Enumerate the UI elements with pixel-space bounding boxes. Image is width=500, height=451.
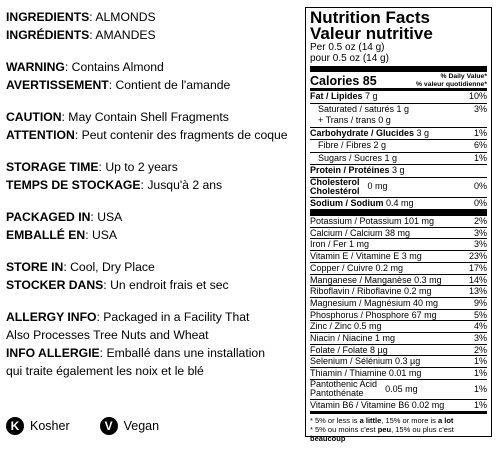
warning-fr-label: AVERTISSEMENT xyxy=(6,78,109,92)
carb-label: Carbohydrate / Glucides xyxy=(310,127,415,138)
b6-label: Vitamin B6 / Vitamine B6 0.02 mg xyxy=(310,399,445,410)
micronutrient-dv: 1% xyxy=(473,368,487,379)
micronutrient-label: Iron / Fer 1 mg xyxy=(310,239,370,250)
micronutrient-row xyxy=(310,356,487,368)
pantothenic-row xyxy=(310,380,487,400)
micronutrient-dv: 23% xyxy=(468,251,487,262)
fibre-dv: 6% xyxy=(473,140,487,150)
micronutrient-dv: 3% xyxy=(473,333,487,344)
storage-en xyxy=(6,158,296,176)
fat-dv: 10% xyxy=(468,91,487,101)
sugars-dv: 1% xyxy=(473,152,487,163)
pantothenic-label-en: Pantothenic Acid xyxy=(310,378,378,389)
micronutrient-dv: 3% xyxy=(473,227,487,238)
dv-header-en: % Daily Value* xyxy=(440,73,487,80)
warning-en xyxy=(6,58,296,76)
micronutrient-row xyxy=(310,263,487,275)
micronutrient-dv: 5% xyxy=(473,309,487,320)
fat-row xyxy=(310,91,487,104)
caution-fr xyxy=(6,126,296,144)
caution-fr-label: ATTENTION xyxy=(6,128,75,142)
store-en-label: STORE IN xyxy=(6,260,64,274)
pantothenic-label xyxy=(310,380,377,399)
cholesterol-label-fr: Cholestérol xyxy=(310,186,360,196)
cholesterol-amount: 0 mg xyxy=(367,181,388,192)
store-fr-value: : Un endroit frais et sec xyxy=(103,278,229,292)
daily-value-header xyxy=(416,73,487,88)
nutrition-title-fr: Valeur nutritive xyxy=(310,24,433,43)
saturated-label: Saturated / saturés 1 g xyxy=(318,103,410,114)
micronutrient-label: Potassium / Potassium 101 mg xyxy=(310,216,435,226)
storage-fr-label: TEMPS DE STOCKAGE xyxy=(6,178,141,192)
sodium-dv: 0% xyxy=(473,197,487,208)
micronutrient-row xyxy=(310,251,487,263)
allergy-fr-cont: qui traite également les noix et le blé xyxy=(6,364,204,378)
pantothenic-label-fr: Pantothénate xyxy=(310,388,364,399)
sugars-row xyxy=(310,153,487,166)
storage-fr-value: : Jusqu'à 2 ans xyxy=(140,178,223,192)
calories-row xyxy=(310,73,487,88)
sodium-amount: 0.4 mg xyxy=(383,197,414,208)
micronutrient-row xyxy=(310,228,487,240)
pantothenic-dv: 1% xyxy=(473,383,487,394)
fibre-label: Fibre / Fibres 2 g xyxy=(318,140,387,150)
micronutrient-label: Riboflavin / Riboflavine 0.2 mg xyxy=(310,286,432,297)
micronutrient-dv: 2% xyxy=(473,216,487,226)
store-en-value: : Cool, Dry Place xyxy=(63,260,155,274)
kosher-badge xyxy=(6,417,70,435)
b6-row xyxy=(310,400,487,415)
storage-en-value: : Up to 2 years xyxy=(98,160,178,174)
micronutrient-row xyxy=(310,345,487,357)
cholesterol-label-en: Cholesterol xyxy=(310,176,360,187)
saturated-row xyxy=(310,104,487,116)
nutrition-facts-panel xyxy=(305,7,492,444)
fat-amount: 7 g xyxy=(362,91,378,101)
micronutrient-dv: 17% xyxy=(468,262,487,273)
warning-fr-value: : Contient de l'amande xyxy=(108,78,231,92)
store-fr-label: STOCKER DANS xyxy=(6,278,104,292)
trans-row xyxy=(310,115,487,128)
pantothenic-amount: 0.05 mg xyxy=(385,383,418,394)
ingredients-fr-value: : AMANDES xyxy=(89,28,156,42)
footnote-en-b: a little xyxy=(359,416,382,426)
store-en xyxy=(6,258,296,276)
ingredients-en-label: INGREDIENTS xyxy=(6,10,90,24)
micronutrient-label: Manganese / Manganèse 0.3 mg xyxy=(310,274,442,285)
carb-row xyxy=(310,128,487,141)
micronutrient-label: Niacin / Niacine 1 mg xyxy=(310,333,396,344)
caution-en-label: CAUTION xyxy=(6,110,62,124)
micronutrient-dv: 1% xyxy=(473,356,487,367)
fat-label: Fat / Lipides xyxy=(310,91,363,101)
micronutrient-label: Vitamin E / Vitamine E 3 mg xyxy=(310,251,422,262)
micronutrient-row xyxy=(310,286,487,298)
micronutrient-label: Phosphorus / Phosphore 67 mg xyxy=(310,309,437,320)
storage-en-label: STORAGE TIME xyxy=(6,160,99,174)
micronutrient-row xyxy=(310,216,487,228)
caution-en xyxy=(6,108,296,126)
saturated-dv: 3% xyxy=(473,103,487,114)
sodium-row xyxy=(310,198,487,211)
footnote-en-d: a lot xyxy=(437,416,454,426)
micronutrient-dv: 9% xyxy=(473,297,487,308)
caution-en-value: : May Contain Shell Fragments xyxy=(61,110,229,124)
warning-fr xyxy=(6,76,296,94)
trans-label: + Trans / trans 0 g xyxy=(318,115,391,125)
certification-badges xyxy=(6,417,189,435)
kosher-icon: K xyxy=(6,417,24,435)
serving-size-en: Per 0.5 oz (14 g) xyxy=(310,42,385,53)
allergy-en xyxy=(6,308,296,326)
footnote-en xyxy=(310,416,487,425)
warning-en-value: : Contains Almond xyxy=(64,60,164,74)
micronutrient-dv: 14% xyxy=(468,274,487,285)
micronutrient-dv: 13% xyxy=(468,286,487,297)
kosher-label: Kosher xyxy=(30,419,70,433)
cholesterol-row xyxy=(310,178,487,198)
micronutrient-row xyxy=(310,298,487,310)
nutrition-title-en: Nutrition Facts xyxy=(310,8,430,27)
cholesterol-label xyxy=(310,178,360,197)
micronutrient-label: Folate / Folate 8 µg xyxy=(310,344,388,355)
packaged-fr-value: : USA xyxy=(85,228,118,242)
footnote-en-a: * 5% or less is xyxy=(310,416,360,426)
footnote-fr-c: , 15% ou plus c'est xyxy=(391,425,454,435)
micronutrient-label: Copper / Cuivre 0.2 mg xyxy=(310,262,404,273)
micronutrient-list xyxy=(310,216,487,380)
allergy-en-cont: Also Processes Tree Nuts and Wheat xyxy=(6,328,209,342)
dv-header-fr: % valeur quotidienne* xyxy=(415,80,487,88)
allergy-fr-label: INFO ALLERGIE xyxy=(6,346,100,360)
micronutrient-row xyxy=(310,239,487,251)
packaged-fr xyxy=(6,226,296,244)
micronutrient-row xyxy=(310,275,487,287)
micronutrient-dv: 3% xyxy=(473,239,487,250)
ingredients-fr-label: INGRÉDIENTS xyxy=(6,28,90,42)
micronutrient-label: Zinc / Zinc 0.5 mg xyxy=(310,321,382,332)
ingredients-en xyxy=(6,8,296,26)
vegan-badge xyxy=(100,417,159,435)
footnote-en-c: , 15% or more is xyxy=(381,416,438,426)
warning-en-label: WARNING xyxy=(6,60,65,74)
packaged-fr-label: EMBALLÉ EN xyxy=(6,228,86,242)
micronutrient-row xyxy=(310,310,487,322)
b6-dv: 1% xyxy=(473,399,487,410)
carb-amount: 3 g xyxy=(414,127,430,138)
packaged-en xyxy=(6,208,296,226)
vegan-label: Vegan xyxy=(123,419,160,433)
calories-label: Calories 85 xyxy=(310,74,377,88)
allergy-fr xyxy=(6,344,296,362)
allergy-en-label: ALLERGY INFO xyxy=(6,310,97,324)
footnote xyxy=(310,416,487,443)
footnote-fr-b: peu xyxy=(377,425,392,435)
protein-label: Protein / Protéines xyxy=(310,165,390,175)
packaged-en-value: : USA xyxy=(90,210,123,224)
store-fr xyxy=(6,276,296,294)
micronutrient-row xyxy=(310,333,487,345)
fibre-row xyxy=(310,140,487,153)
product-info xyxy=(6,8,296,380)
micronutrient-label: Selenium / Sélénium 0.3 µg xyxy=(310,356,421,367)
carb-dv: 1% xyxy=(473,127,487,138)
footnote-fr-a: * 5% ou moins c'est xyxy=(310,425,378,435)
packaged-en-label: PACKAGED IN xyxy=(6,210,91,224)
micronutrient-label: Thiamin / Thiamine 0.01 mg xyxy=(310,368,422,379)
micronutrient-dv: 2% xyxy=(473,344,487,355)
allergy-en-value-1: : Packaged in a Facility That xyxy=(96,310,250,324)
sugars-label: Sugars / Sucres 1 g xyxy=(318,152,398,163)
micronutrient-label: Magnesium / Magnésium 40 mg xyxy=(310,297,439,308)
storage-fr xyxy=(6,176,296,194)
protein-amount: 3 g xyxy=(389,165,405,175)
micronutrient-row xyxy=(310,321,487,333)
serving-size-fr: pour 0.5 oz (14 g) xyxy=(310,53,389,64)
cholesterol-dv: 0% xyxy=(473,181,487,192)
caution-fr-value: : Peut contenir des fragments de coque xyxy=(74,128,288,142)
allergy-fr-value-1: : Emballé dans une installation xyxy=(99,346,265,360)
footnote-fr xyxy=(310,425,487,434)
footnote-fr-d: beaucoup xyxy=(310,434,346,444)
ingredients-fr xyxy=(6,26,296,44)
ingredients-en-value: : ALMONDS xyxy=(89,10,156,24)
vegan-icon: V xyxy=(100,417,118,435)
micronutrient-dv: 4% xyxy=(473,321,487,332)
micronutrient-label: Calcium / Calcium 38 mg xyxy=(310,227,411,238)
sodium-label: Sodium / Sodium xyxy=(310,197,384,208)
